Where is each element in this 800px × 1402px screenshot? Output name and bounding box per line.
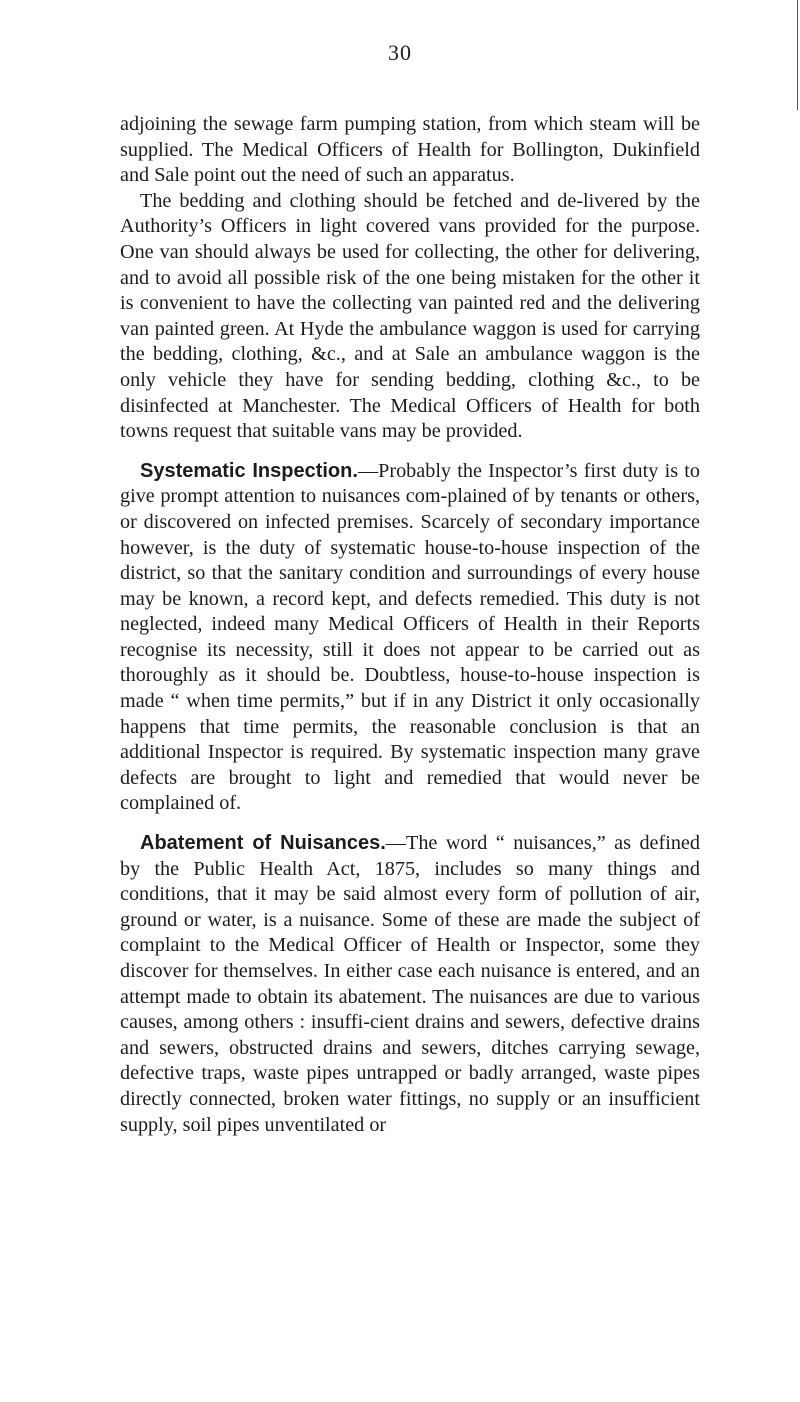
section-heading-abatement-of-nuisances: Abatement of Nuisances. [140, 832, 386, 855]
paragraph-systematic-inspection-text: —Probably the Inspector’s first duty is to give prompt attention to nuisances com-plained of by tenants or others, or discovered on infected premises. Scarcely of secondary importance however, is the duty of systematic house-to-house inspection of the district, so that the sanitary condition and surroundings of every house may be known, a record kept, and defects remedied. This duty is not neglected, indeed many Medical Officers of Health in their Reports recognise its necessity, still it does not appear to be carried out as thoroughly as it should be. Doubtless, house-to-house inspection is made “ when time permits,” but if in any District it only occasionally happens that time permits, the reasonable conclusion is that an additional Inspector is required. By systematic inspection many grave defects are brought to light and remedied that would never be complained of. [120, 459, 700, 815]
paragraph-abatement-of-nuisances [120, 831, 700, 1138]
page-number: 30 [388, 40, 412, 65]
body-text [120, 112, 700, 1138]
section-heading-systematic-inspection: Systematic Inspection. [140, 459, 358, 482]
paragraph-apparatus: adjoining the sewage farm pumping station, from which steam will be supplied. The Medical Officers of Health for Bollington, Dukinfield and Sale point out the need of such an apparatus. [120, 113, 700, 187]
paragraph-systematic-inspection [120, 459, 700, 817]
paragraph-abatement-of-nuisances-text: —The word “ nuisances,” as defined by the Public Health Act, 1875, includes so many things and conditions, that it may be said almost every form of pollution of air, ground or water, is a nuisance. Some of these are made the subject of complaint to the Medical Officer of Health or Inspector, some they discover for themselves. In either case each nuisance is entered, and an attempt made to obtain its abatement. The nuisances are due to various causes, among others : insuffi-cient drains and sewers, defective drains and sewers, obstructed drains and sewers, ditches carrying sewage, defective traps, waste pipes untrapped or badly arranged, waste pipes directly connected, broken water fittings, no supply or an insufficient supply, soil pipes unventilated or [120, 832, 700, 1136]
paragraph-bedding-vans: The bedding and clothing should be fetched and de-livered by the Authority’s Officers in light covered vans provided for the purpose. One van should always be used for collecting, the other for delivering, and to avoid all possible risk of the one being mistaken for the other it is convenient to have the collecting van painted red and the delivering van painted green. At Hyde the ambulance waggon is used for carrying the bedding, clothing, &c., and at Sale an ambulance waggon is the only vehicle they have for sending bedding, clothing &c., to be disinfected at Manchester. The Medical Officers of Health for both towns request that suitable vans may be provided. [120, 189, 700, 443]
